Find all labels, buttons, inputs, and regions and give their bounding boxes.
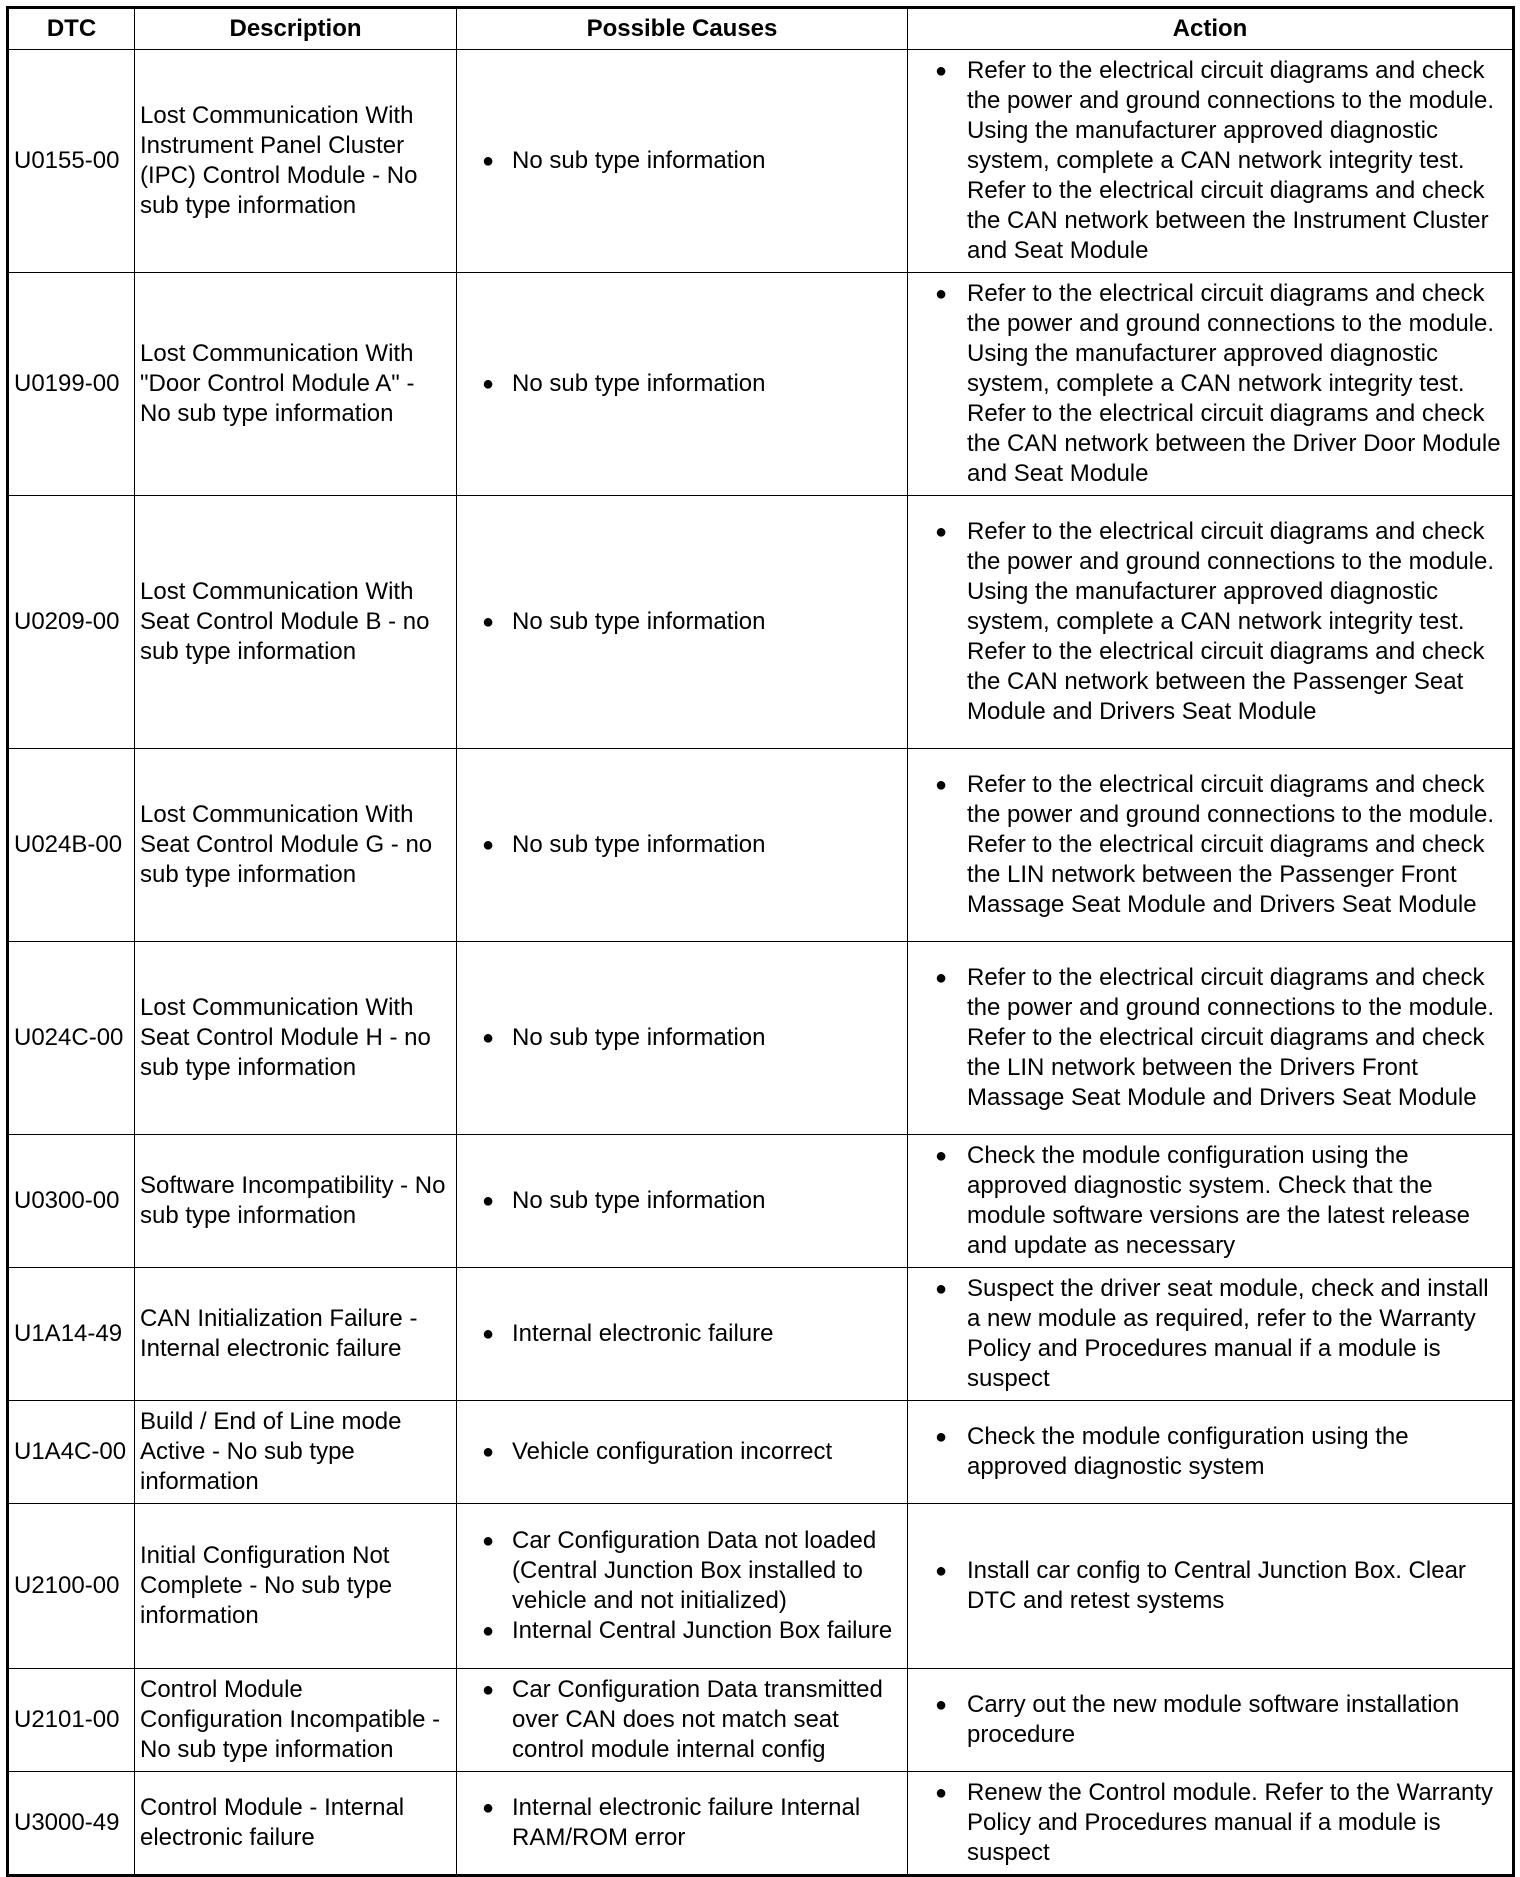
- dtc-code: U0155-00: [8, 50, 135, 273]
- dtc-code: U024C-00: [8, 942, 135, 1135]
- cause-item: ● Internal electronic failure: [462, 1319, 902, 1349]
- action-cell: [908, 496, 1514, 749]
- header-action: Action: [908, 8, 1514, 50]
- cause-item: ● No sub type information: [462, 146, 902, 176]
- dtc-code: U0199-00: [8, 273, 135, 496]
- header-description: Description: [135, 8, 457, 50]
- description-cell: Initial Configuration Not Complete - No sub type information: [135, 1504, 457, 1669]
- description-cell: Control Module - Internal electronic failure: [135, 1772, 457, 1876]
- causes-cell: [457, 1268, 908, 1401]
- cause-item: ● Internal Central Junction Box failure: [462, 1616, 902, 1646]
- dtc-code: U0209-00: [8, 496, 135, 749]
- dtc-code: U024B-00: [8, 749, 135, 942]
- action-cell: [908, 1268, 1514, 1401]
- dtc-code: U1A14-49: [8, 1268, 135, 1401]
- table-row: [8, 1504, 1514, 1669]
- action-cell: [908, 1504, 1514, 1669]
- cause-item: ● No sub type information: [462, 607, 902, 637]
- cause-item: ● No sub type information: [462, 830, 902, 860]
- action-cell: [908, 1669, 1514, 1772]
- action-cell: [908, 942, 1514, 1135]
- action-item: ● Check the module configuration using the approved diagnostic system: [913, 1422, 1507, 1482]
- dtc-table: [6, 6, 1515, 1877]
- dtc-code: U1A4C-00: [8, 1401, 135, 1504]
- cause-item: ● No sub type information: [462, 369, 902, 399]
- table-row: [8, 1401, 1514, 1504]
- dtc-code: U2101-00: [8, 1669, 135, 1772]
- table-row: [8, 1268, 1514, 1401]
- dtc-code: U2100-00: [8, 1504, 135, 1669]
- action-item: ● Check the module configuration using the approved diagnostic system. Check that the module software versions are the latest release and update as necessary: [913, 1141, 1507, 1261]
- action-item: ● Renew the Control module. Refer to the Warranty Policy and Procedures manual if a module is suspect: [913, 1778, 1507, 1868]
- description-cell: Control Module Configuration Incompatible - No sub type information: [135, 1669, 457, 1772]
- action-item: ● Install car config to Central Junction Box. Clear DTC and retest systems: [913, 1556, 1507, 1616]
- cause-item: ● No sub type information: [462, 1186, 902, 1216]
- table-row: [8, 496, 1514, 749]
- table-row: [8, 749, 1514, 942]
- causes-cell: [457, 749, 908, 942]
- causes-cell: [457, 1135, 908, 1268]
- causes-cell: [457, 50, 908, 273]
- header-dtc: DTC: [8, 8, 135, 50]
- action-cell: [908, 1772, 1514, 1876]
- dtc-code: U0300-00: [8, 1135, 135, 1268]
- cause-item: ● Car Configuration Data not loaded (Central Junction Box installed to vehicle and not initialized): [462, 1526, 902, 1616]
- action-cell: [908, 50, 1514, 273]
- table-row: [8, 1669, 1514, 1772]
- action-cell: [908, 273, 1514, 496]
- action-item: ● Suspect the driver seat module, check and install a new module as required, refer to the Warranty Policy and Procedures manual if a module is suspect: [913, 1274, 1507, 1394]
- cause-item: ● Car Configuration Data transmitted over CAN does not match seat control module internal config: [462, 1675, 902, 1765]
- description-cell: Lost Communication With Instrument Panel Cluster (IPC) Control Module - No sub type information: [135, 50, 457, 273]
- action-cell: [908, 749, 1514, 942]
- description-cell: Lost Communication With Seat Control Module B - no sub type information: [135, 496, 457, 749]
- description-cell: Lost Communication With Seat Control Module G - no sub type information: [135, 749, 457, 942]
- action-item: ● Refer to the electrical circuit diagrams and check the power and ground connections to the module. Using the manufacturer approved diagnostic system, complete a CAN network integrity test. Refer to the electrical circuit diagrams and check the CAN network between the Driver Door Module and Seat Module: [913, 279, 1507, 489]
- header-possible-causes: Possible Causes: [457, 8, 908, 50]
- causes-cell: [457, 1504, 908, 1669]
- cause-item: ● No sub type information: [462, 1023, 902, 1053]
- action-item: ● Refer to the electrical circuit diagrams and check the power and ground connections to the module. Refer to the electrical circuit diagrams and check the LIN network between the Passenger Front Massage Seat Module and Drivers Seat Module: [913, 770, 1507, 920]
- causes-cell: [457, 1772, 908, 1876]
- table-row: [8, 942, 1514, 1135]
- causes-cell: [457, 1669, 908, 1772]
- causes-cell: [457, 942, 908, 1135]
- cause-item: ● Vehicle configuration incorrect: [462, 1437, 902, 1467]
- description-cell: CAN Initialization Failure - Internal electronic failure: [135, 1268, 457, 1401]
- action-item: ● Carry out the new module software installation procedure: [913, 1690, 1507, 1750]
- action-cell: [908, 1135, 1514, 1268]
- table-row: [8, 1135, 1514, 1268]
- table-row: [8, 273, 1514, 496]
- description-cell: Build / End of Line mode Active - No sub type information: [135, 1401, 457, 1504]
- action-cell: [908, 1401, 1514, 1504]
- causes-cell: [457, 273, 908, 496]
- action-item: ● Refer to the electrical circuit diagrams and check the power and ground connections to the module. Using the manufacturer approved diagnostic system, complete a CAN network integrity test. Refer to the electrical circuit diagrams and check the CAN network between the Instrument Cluster and Seat Module: [913, 56, 1507, 266]
- table-row: [8, 1772, 1514, 1876]
- description-cell: Lost Communication With "Door Control Module A" - No sub type information: [135, 273, 457, 496]
- table-row: [8, 50, 1514, 273]
- causes-cell: [457, 496, 908, 749]
- action-item: ● Refer to the electrical circuit diagrams and check the power and ground connections to the module. Refer to the electrical circuit diagrams and check the LIN network between the Drivers Front Massage Seat Module and Drivers Seat Module: [913, 963, 1507, 1113]
- description-cell: Lost Communication With Seat Control Module H - no sub type information: [135, 942, 457, 1135]
- header-row: [8, 8, 1514, 50]
- cause-item: ● Internal electronic failure Internal RAM/ROM error: [462, 1793, 902, 1853]
- dtc-code: U3000-49: [8, 1772, 135, 1876]
- action-item: ● Refer to the electrical circuit diagrams and check the power and ground connections to the module. Using the manufacturer approved diagnostic system, complete a CAN network integrity test. Refer to the electrical circuit diagrams and check the CAN network between the Passenger Seat Module and Drivers Seat Module: [913, 517, 1507, 727]
- description-cell: Software Incompatibility - No sub type information: [135, 1135, 457, 1268]
- causes-cell: [457, 1401, 908, 1504]
